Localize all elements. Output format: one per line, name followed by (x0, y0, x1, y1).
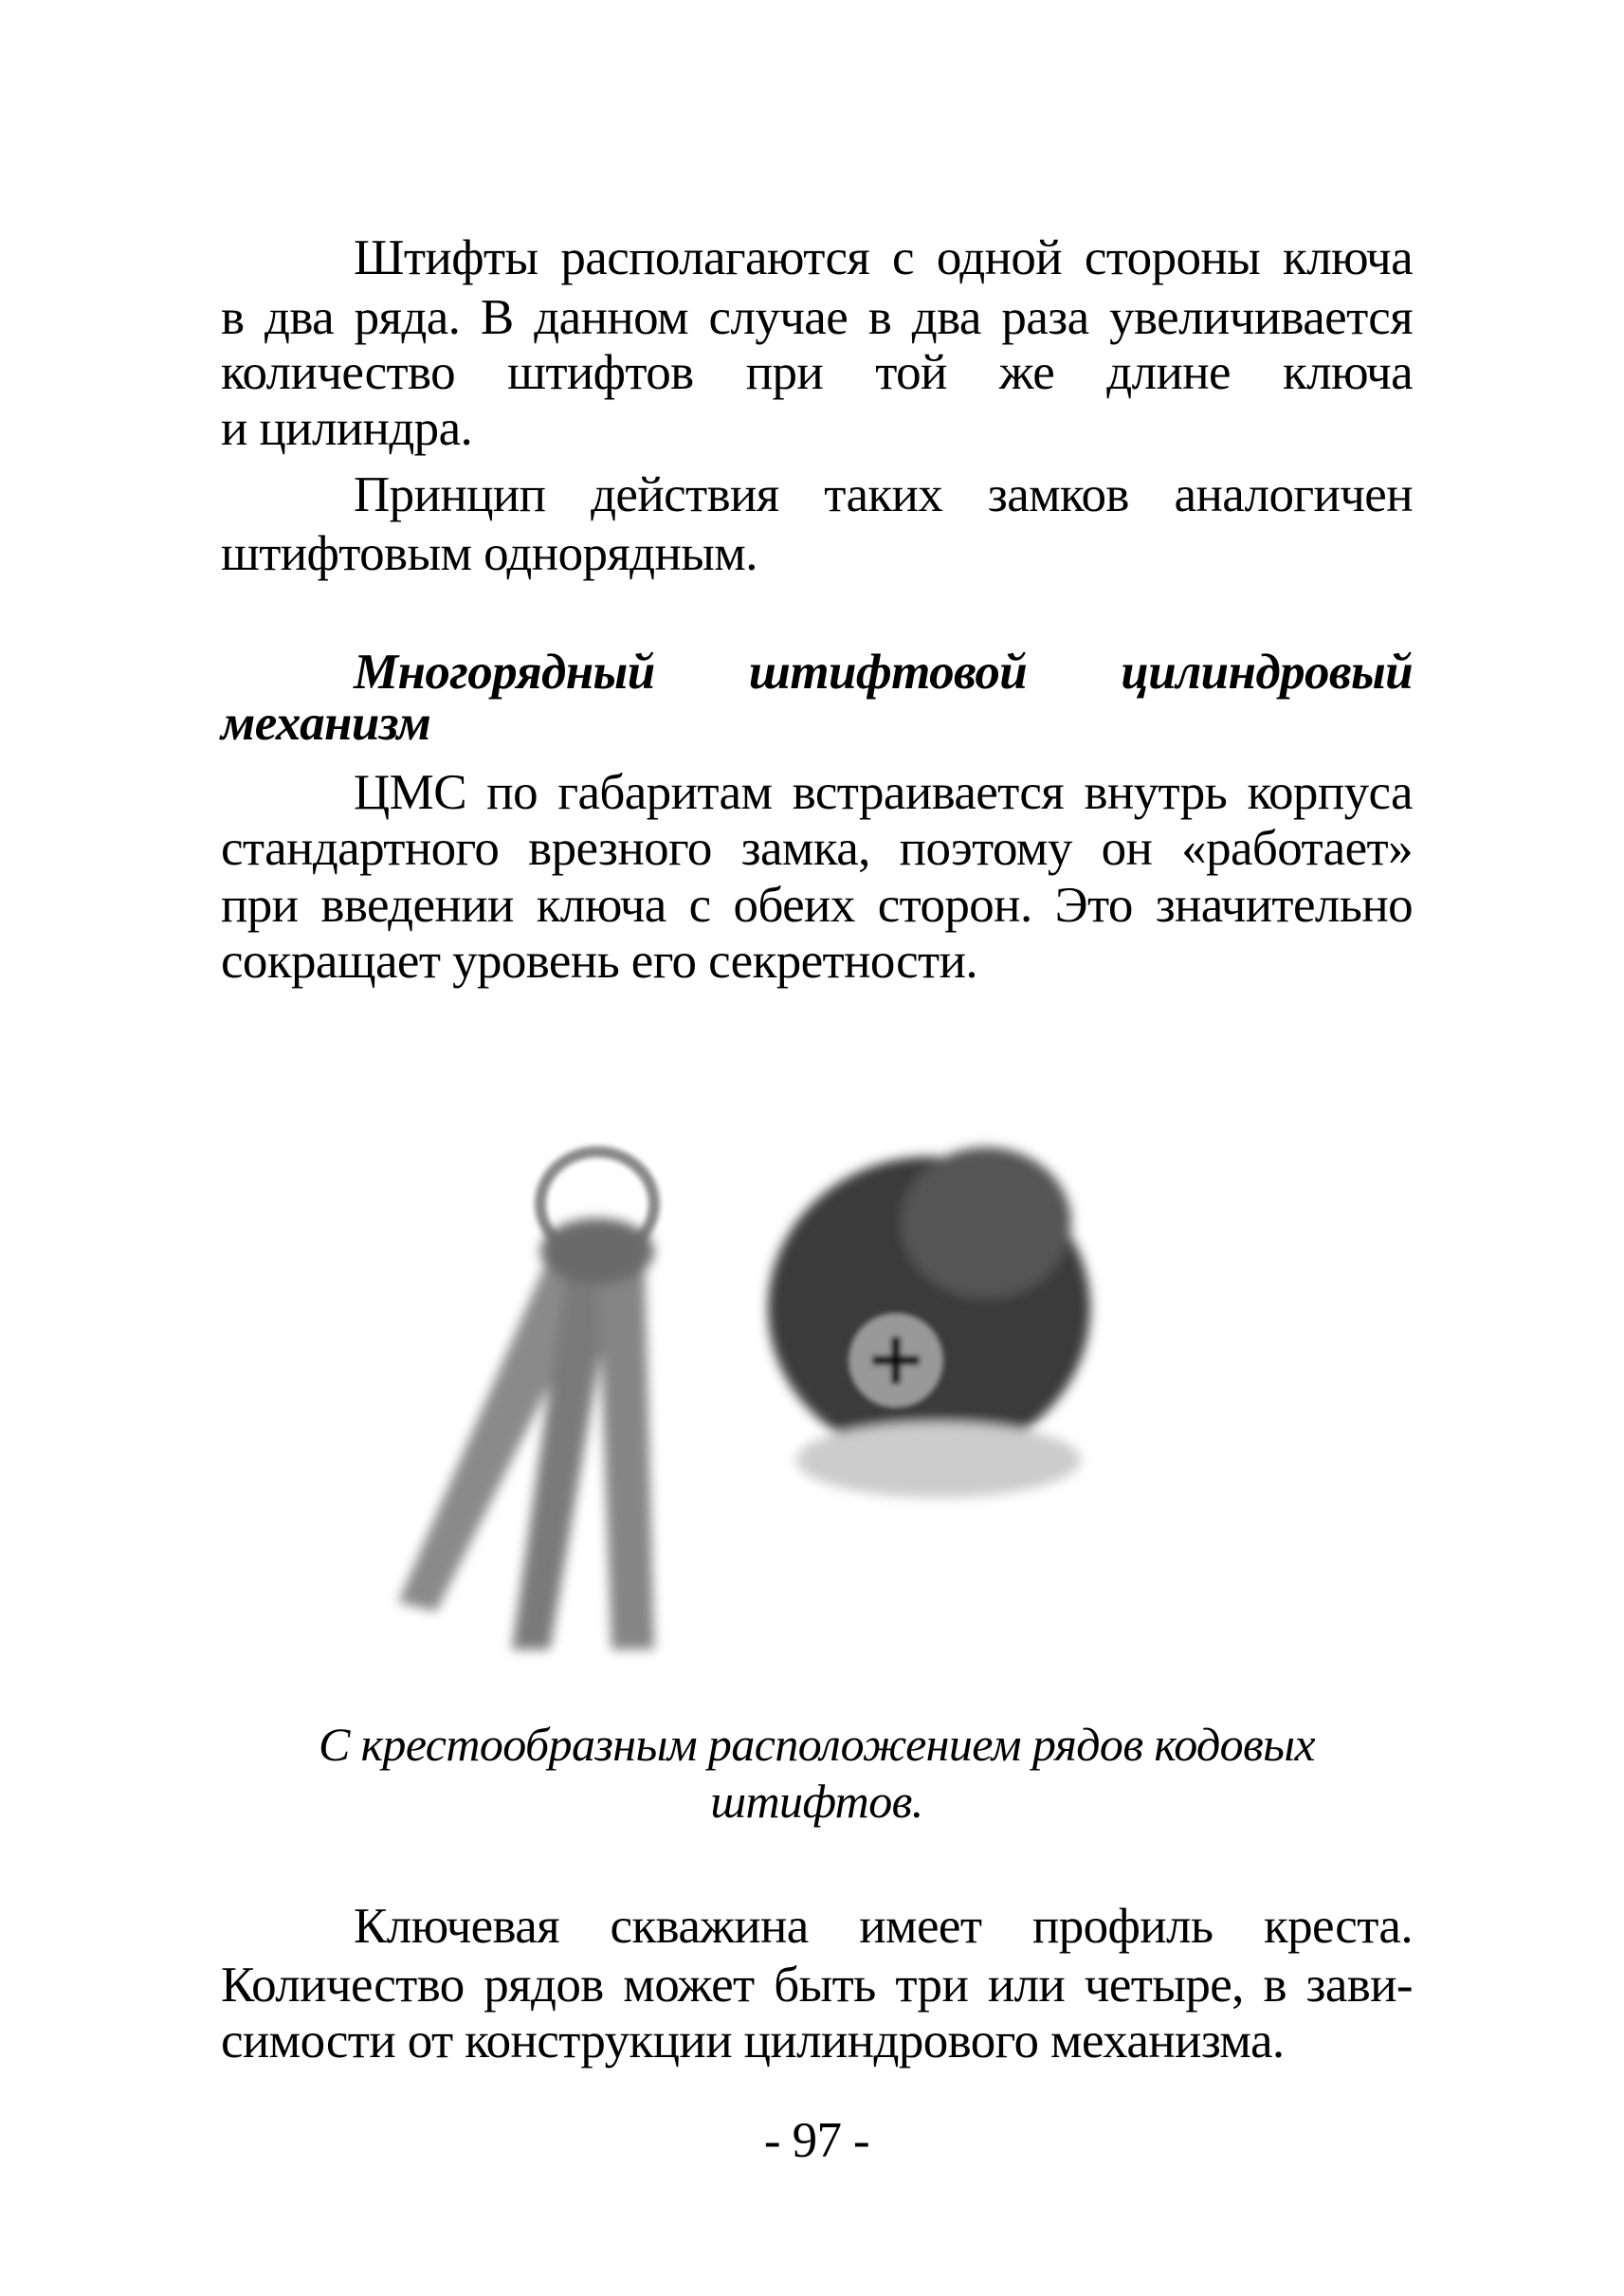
text-line: симости от конструкции цилиндрового механизма. (221, 2014, 1285, 2068)
cylinder (768, 1147, 1090, 1498)
text-line: штифтовым однорядным. (221, 526, 757, 581)
text-line: сокращает уровень его секретности. (221, 934, 977, 989)
keys-and-cylinder-photo (379, 1119, 1119, 1687)
text-line: Количество рядов может быть три или четыре, в зави- (221, 1958, 1413, 2013)
text-line: количество штифтов при той же длине ключа (221, 345, 1413, 400)
text-line: в два ряда. В данном случае в два раза увеличивается (221, 290, 1413, 345)
text-line: Принцип действия таких замков аналогичен (354, 467, 1413, 522)
text-line: ЦМС по габаритам встраивается внутрь корпуса (354, 765, 1413, 820)
keys (398, 1218, 654, 1649)
text-line: Штифты располагаются с одной стороны ключа (354, 230, 1413, 285)
text-line: Ключевая скважина имеет профиль креста. (354, 1899, 1413, 1954)
caption-line: С крестообразным расположением рядов кодовых (318, 1718, 1316, 1771)
page-number: - 97 - (763, 2113, 870, 2168)
heading-line: механизм (221, 696, 431, 751)
text-line: стандартного врезного замка, поэтому он «работает» (221, 821, 1413, 876)
keyhole-cross (848, 1313, 943, 1408)
text-line: при введении ключа с обеих сторон. Это значительно (221, 878, 1413, 933)
caption-line: штифтов. (710, 1775, 923, 1828)
heading-line: Многорядный штифтовой цилиндровый (354, 645, 1413, 700)
text-line: и цилиндра. (221, 401, 473, 456)
